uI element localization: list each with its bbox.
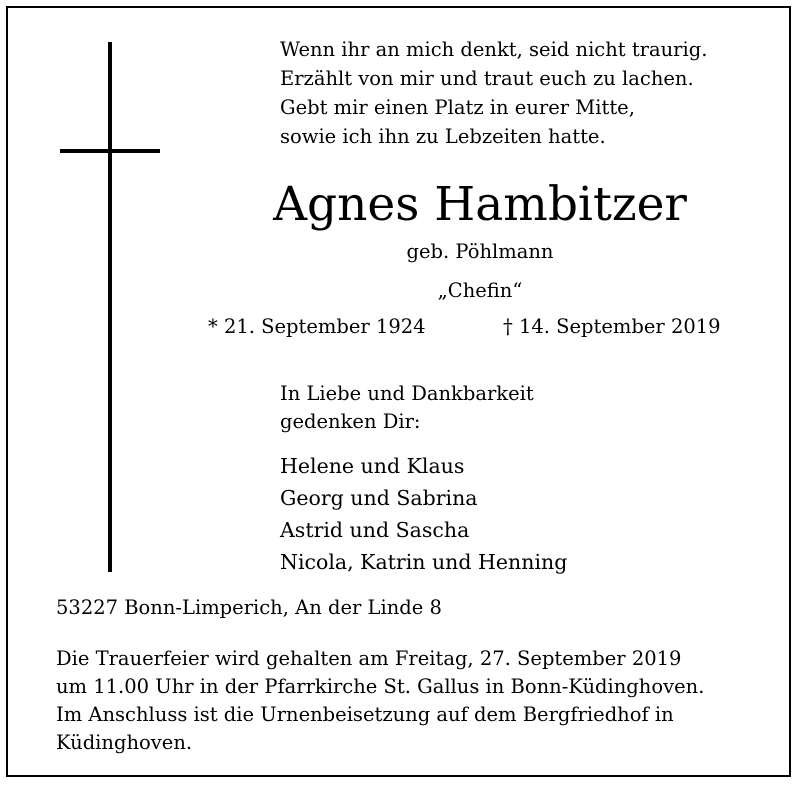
funeral-line: um 11.00 Uhr in der Pfarrkirche St. Gallus in Bonn-Küdinghoven.	[56, 675, 705, 698]
maiden-name: geb. Pöhlmann	[406, 240, 554, 263]
poem-line: Gebt mir einen Platz in eurer Mitte,	[280, 96, 635, 119]
poem	[280, 35, 707, 151]
nickname: „Chefin“	[437, 279, 523, 302]
dedication-line: gedenken Dir:	[280, 410, 421, 433]
funeral-notice	[56, 645, 746, 757]
mourner-entry: Nicola, Katrin und Henning	[280, 550, 568, 574]
cross-horizontal-beam	[60, 149, 160, 153]
poem-line: Erzählt von mir und traut euch zu lachen.	[280, 67, 694, 90]
dedication-line: In Liebe und Dankbarkeit	[280, 382, 534, 405]
funeral-line: Küdinghoven.	[56, 731, 193, 754]
poem-line: sowie ich ihn zu Lebzeiten hatte.	[280, 125, 606, 148]
funeral-line: Im Anschluss ist die Urnenbeisetzung auf dem Bergfriedhof in	[56, 703, 674, 726]
cross-vertical-beam	[108, 42, 112, 572]
mourners-list	[280, 450, 567, 578]
mourner-entry: Georg und Sabrina	[280, 486, 478, 510]
mourner-entry: Helene und Klaus	[280, 454, 465, 478]
dedication	[280, 380, 534, 436]
deceased-name: Agnes Hambitzer	[273, 177, 687, 232]
poem-line: Wenn ihr an mich denkt, seid nicht traurig.	[280, 38, 708, 61]
address: 53227 Bonn-Limperich, An der Linde 8	[56, 596, 442, 619]
death-date: † 14. September 2019	[503, 315, 721, 338]
mourner-entry: Astrid und Sascha	[280, 518, 470, 542]
funeral-line: Die Trauerfeier wird gehalten am Freitag, 27. September 2019	[56, 647, 682, 670]
birth-date: * 21. September 1924	[208, 315, 426, 338]
